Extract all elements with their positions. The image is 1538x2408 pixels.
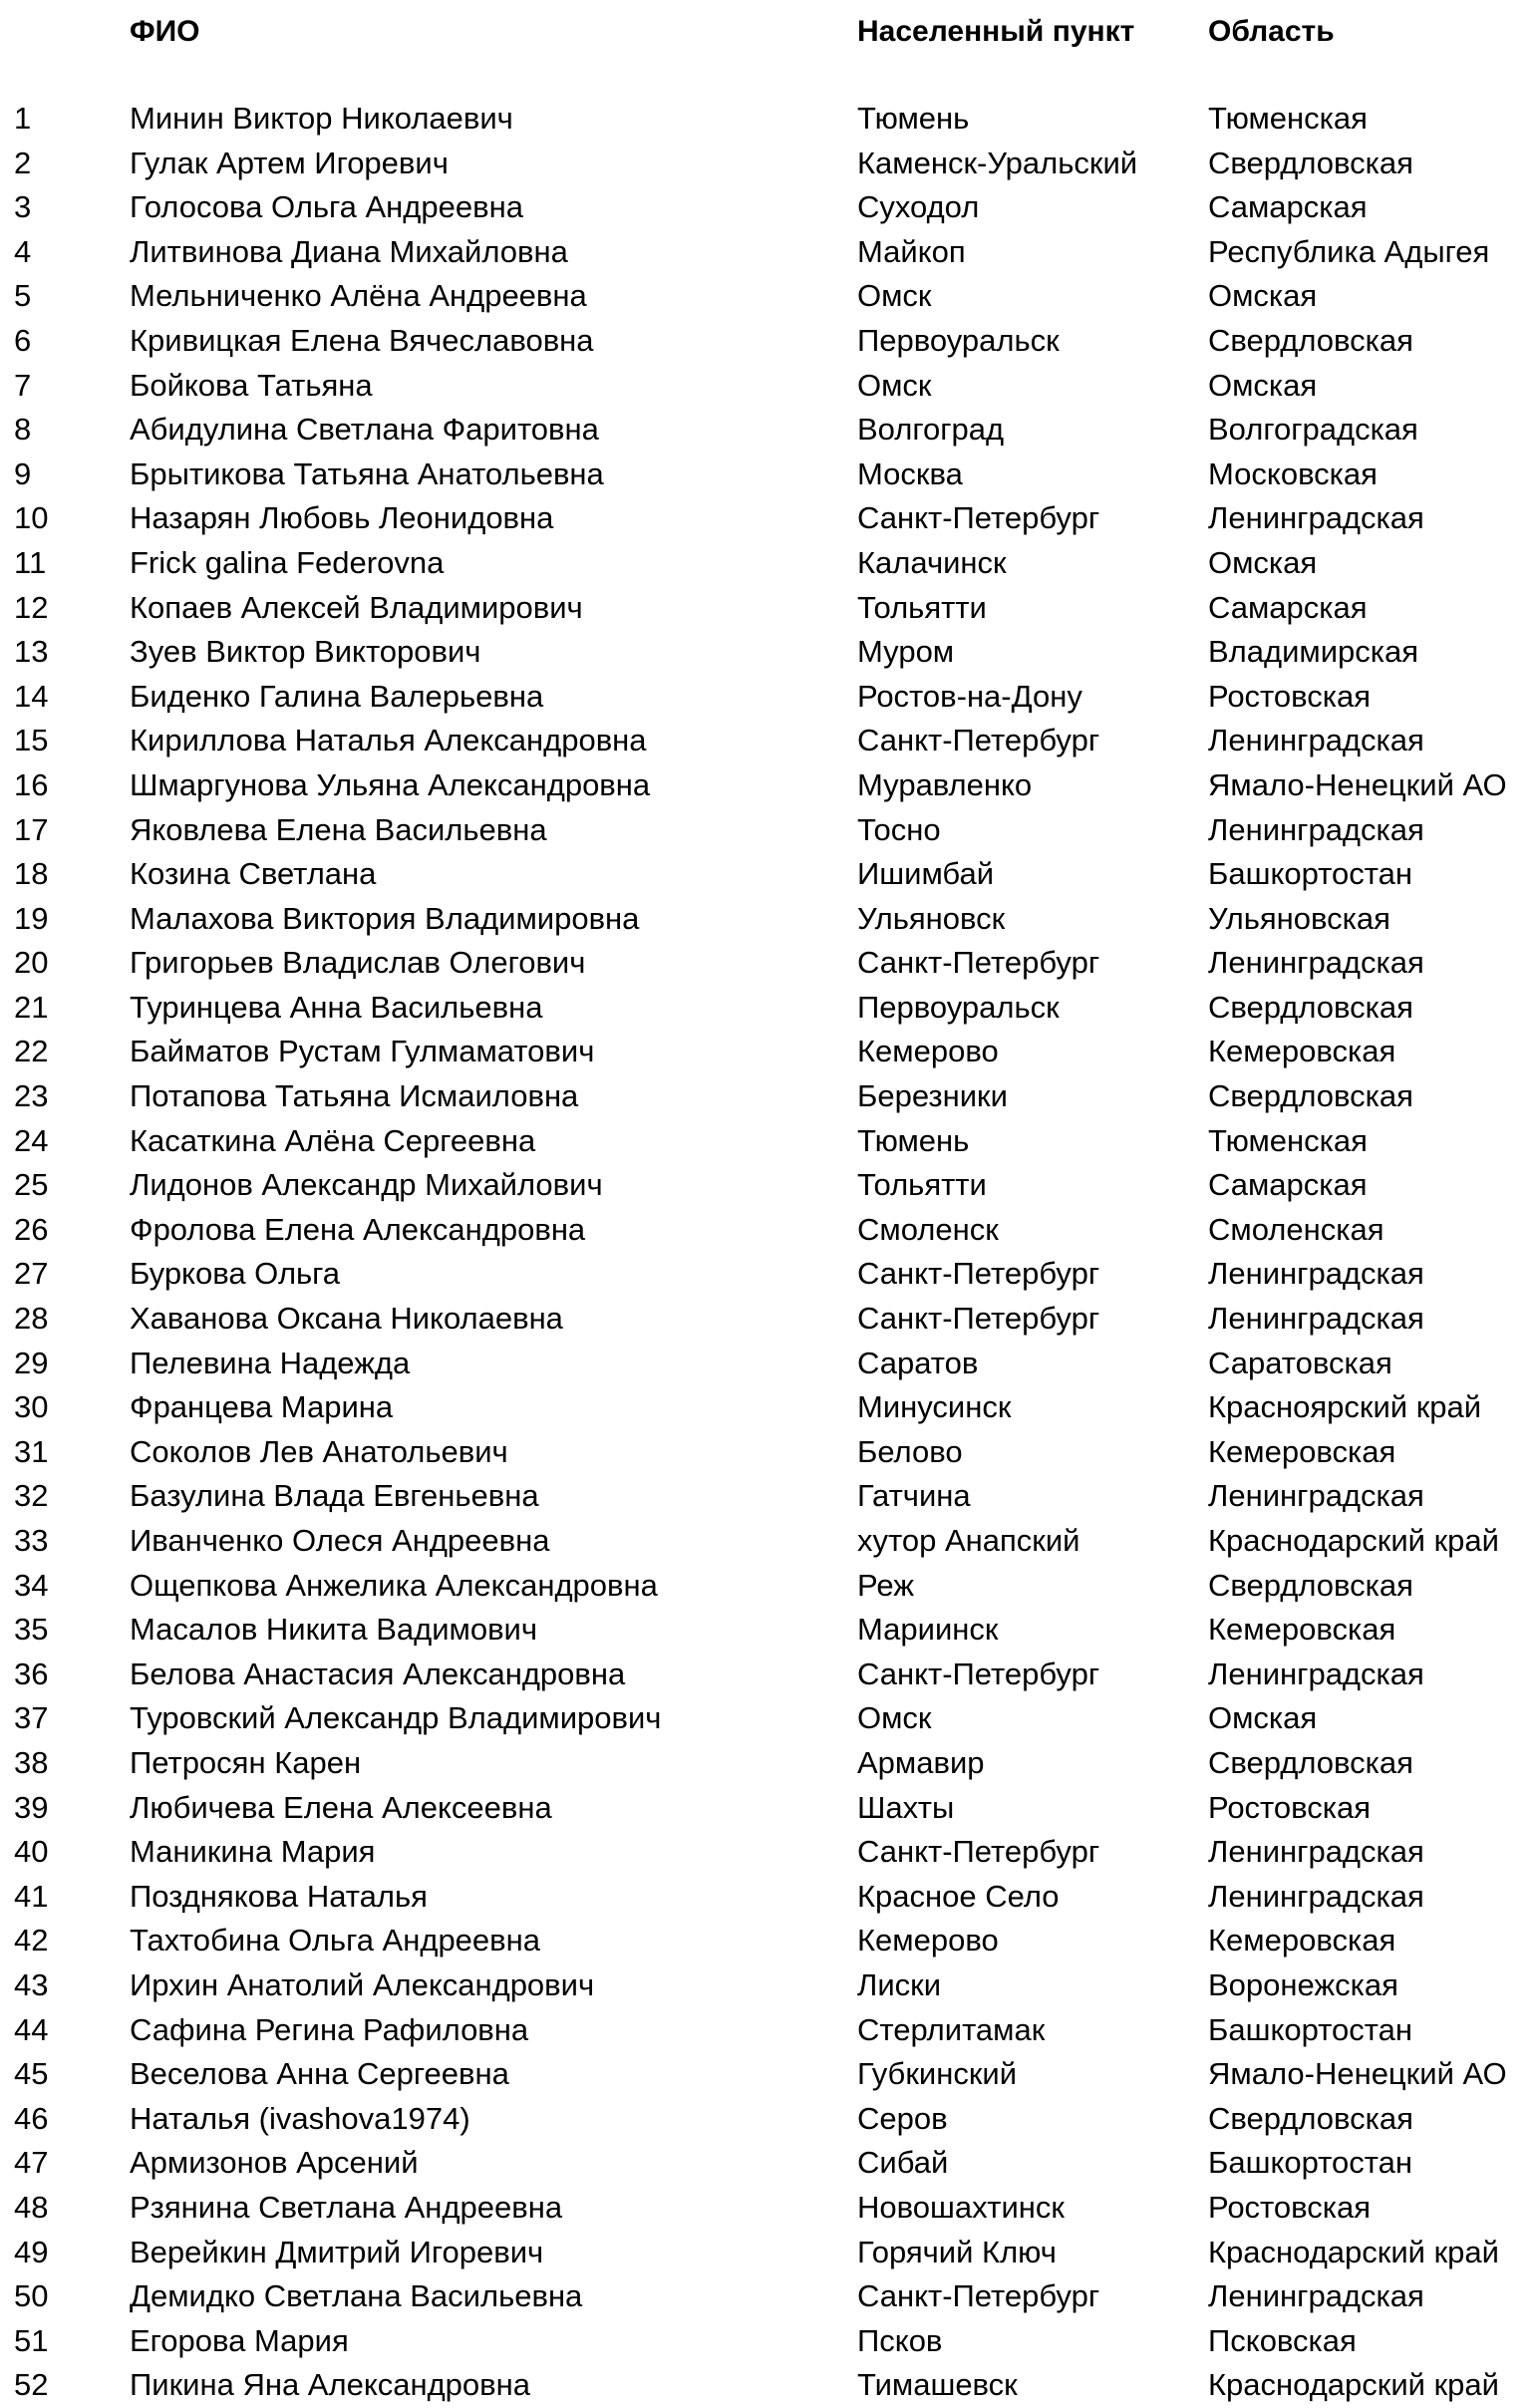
row-number: 11 [14,544,47,580]
row-number: 14 [14,678,49,714]
row-city: Кемерово [857,1034,999,1069]
row-number: 45 [14,2056,49,2092]
row-number: 46 [14,2100,49,2136]
row-region: Ленинградская [1208,1878,1424,1914]
row-number: 3 [14,189,32,225]
row-number: 5 [14,278,32,314]
table-row [0,2319,1538,2364]
table-row [0,808,1538,853]
row-number: 37 [14,1700,49,1736]
row-city: Первоуральск [857,322,1060,358]
row-number: 24 [14,1122,49,1158]
row-name: Демидко Светлана Васильевна [130,2278,583,2314]
row-city: Майкоп [857,233,966,269]
row-number: 31 [14,1433,49,1469]
row-name: Шмаргунова Ульяна Александровна [130,766,651,802]
table-row [0,1519,1538,1564]
row-name: Рзянина Светлана Андреевна [130,2189,563,2225]
row-number: 36 [14,1656,49,1691]
row-name: Гулак Артем Игоревич [130,145,449,180]
row-city: Тосно [857,811,941,847]
row-number: 43 [14,1966,49,2002]
row-number: 13 [14,634,49,670]
row-name: Туринцева Анна Васильевна [130,989,543,1025]
table-row [0,2231,1538,2275]
table-row [0,897,1538,942]
row-city: Реж [857,1567,914,1603]
row-name: Козина Светлана [130,856,377,892]
row-number: 23 [14,1078,49,1114]
table-row [0,675,1538,720]
row-name: Кривицкая Елена Вячеславовна [130,322,594,358]
table-row [0,586,1538,631]
row-number: 18 [14,856,49,892]
row-region: Псковская [1208,2322,1357,2358]
table-row [0,2141,1538,2186]
row-region: Омская [1208,544,1318,580]
row-name: Минин Виктор Николаевич [130,101,513,136]
row-city: Суходол [857,189,980,225]
row-number: 1 [14,101,32,136]
row-region: Омская [1208,278,1318,314]
row-number: 47 [14,2145,49,2181]
row-region: Свердловская [1208,1078,1413,1114]
row-city: Серов [857,2100,948,2136]
row-name: Позднякова Наталья [130,1878,428,1914]
row-name: Абидулина Светлана Фаритовна [130,412,599,448]
row-name: Хаванова Оксана Николаевна [130,1301,563,1337]
row-city: Санкт-Петербург [857,500,1100,536]
row-city: Муравленко [857,766,1033,802]
row-region: Кемеровская [1208,1612,1396,1648]
row-city: Санкт-Петербург [857,723,1100,758]
row-city: Губкинский [857,2056,1018,2092]
row-region: Ростовская [1208,2189,1372,2225]
row-region: Башкортостан [1208,2145,1412,2181]
row-city: Калачинск [857,544,1007,580]
row-name: Байматов Рустам Гулмаматович [130,1034,595,1069]
table-row [0,719,1538,763]
row-region: Ленинградская [1208,1301,1424,1337]
row-name: Наталья (ivashova1974) [130,2100,470,2136]
row-number: 52 [14,2367,49,2403]
row-city: Армавир [857,1744,985,1780]
row-city: Лиски [857,1966,942,2002]
row-name: Назарян Любовь Леонидовна [130,500,554,536]
row-region: Ленинградская [1208,1656,1424,1691]
row-name: Маникина Мария [130,1834,376,1870]
row-region: Воронежская [1208,1966,1398,2002]
row-name: Касаткина Алёна Сергеевна [130,1122,536,1158]
table-row [0,97,1538,142]
row-name: Францева Марина [130,1389,394,1425]
row-name: Туровский Александр Владимирович [130,1700,662,1736]
table-row [0,1608,1538,1653]
table-row [0,1875,1538,1920]
row-city: Омск [857,278,932,314]
table-row [0,142,1538,186]
table-row [0,2097,1538,2142]
row-region: Кемеровская [1208,1034,1396,1069]
table-row [0,496,1538,541]
row-city: Санкт-Петербург [857,1256,1100,1292]
header-name: ФИО [130,15,200,48]
row-city: Мариинск [857,1612,999,1648]
row-name: Егорова Мария [130,2322,349,2358]
row-city: Кемерово [857,1923,999,1958]
row-city: Омск [857,367,932,403]
row-name: Григорьев Владислав Олегович [130,945,586,981]
row-number: 7 [14,367,32,403]
table-row [0,1297,1538,1342]
row-region: Ленинградская [1208,1256,1424,1292]
row-number: 20 [14,945,49,981]
row-city: Красное Село [857,1878,1060,1914]
table-row [0,1696,1538,1741]
table-row [0,1163,1538,1208]
row-region: Краснодарский край [1208,2234,1499,2269]
row-region: Республика Адыгея [1208,233,1490,269]
row-city: Первоуральск [857,989,1060,1025]
table-row [0,1252,1538,1297]
row-number: 2 [14,145,32,180]
header-city: Населенный пункт [857,15,1135,48]
row-city: Саратов [857,1345,979,1380]
table-row [0,630,1538,675]
row-region: Свердловская [1208,322,1413,358]
row-region: Ленинградская [1208,945,1424,981]
row-number: 21 [14,989,49,1025]
row-number: 34 [14,1567,49,1603]
row-region: Ленинградская [1208,1834,1424,1870]
row-number: 50 [14,2278,49,2314]
row-name: Веселова Анна Сергеевна [130,2056,509,2092]
table-row [0,986,1538,1031]
table-row [0,452,1538,497]
row-name: Яковлева Елена Васильевна [130,811,547,847]
row-city: Санкт-Петербург [857,1834,1100,1870]
table-row [0,2274,1538,2319]
row-number: 17 [14,811,49,847]
row-region: Свердловская [1208,2100,1413,2136]
row-number: 16 [14,766,49,802]
row-city: Ульяновск [857,900,1006,936]
table-row [0,319,1538,364]
row-number: 19 [14,900,49,936]
row-name: Буркова Ольга [130,1256,341,1292]
row-region: Омская [1208,367,1318,403]
row-region: Владимирская [1208,634,1419,670]
row-number: 35 [14,1612,49,1648]
row-region: Свердловская [1208,1567,1413,1603]
row-region: Свердловская [1208,145,1413,180]
row-region: Волгоградская [1208,412,1418,448]
row-number: 30 [14,1389,49,1425]
row-region: Башкортостан [1208,856,1412,892]
row-region: Кемеровская [1208,1923,1396,1958]
row-city: Тольятти [857,1167,987,1203]
row-region: Краснодарский край [1208,1523,1499,1558]
row-name: Лидонов Александр Михайлович [130,1167,603,1203]
table-row [0,1830,1538,1875]
table-row [0,1564,1538,1609]
table-row [0,1119,1538,1164]
row-name: Армизонов Арсений [130,2145,419,2181]
row-name: Верейкин Дмитрий Игоревич [130,2234,544,2269]
table-row [0,2052,1538,2097]
row-number: 15 [14,723,49,758]
row-number: 29 [14,1345,49,1380]
row-name: Базулина Влада Евгеньевна [130,1478,539,1514]
row-number: 49 [14,2234,49,2269]
row-number: 38 [14,1744,49,1780]
table-row [0,1653,1538,1697]
table-row [0,1474,1538,1519]
row-city: Муром [857,634,955,670]
row-number: 26 [14,1211,49,1247]
row-name: Белова Анастасия Александровна [130,1656,626,1691]
row-name: Мельниченко Алёна Андреевна [130,278,587,314]
row-city: Тольятти [857,589,987,625]
row-region: Самарская [1208,589,1368,625]
row-region: Московская [1208,455,1378,491]
row-name: Биденко Галина Валерьевна [130,678,544,714]
table-row [0,230,1538,275]
row-region: Ленинградская [1208,2278,1424,2314]
row-number: 4 [14,233,32,269]
row-city: Волгоград [857,412,1005,448]
row-name: Сафина Регина Рафиловна [130,2011,529,2047]
table-body [0,97,1538,2408]
row-city: Тюмень [857,101,970,136]
table-row [0,274,1538,319]
row-number: 51 [14,2322,49,2358]
table-row [0,1786,1538,1831]
row-region: Ростовская [1208,678,1372,714]
table-row [0,1030,1538,1074]
row-city: Псков [857,2322,943,2358]
table-row [0,1741,1538,1786]
row-name: Тахтобина Ольга Андреевна [130,1923,540,1958]
table-row [0,408,1538,452]
row-number: 40 [14,1834,49,1870]
table-row [0,941,1538,986]
row-number: 9 [14,455,32,491]
row-name: Малахова Виктория Владимировна [130,900,640,936]
row-region: Смоленская [1208,1211,1384,1247]
row-city: Белово [857,1433,963,1469]
row-region: Ленинградская [1208,1478,1424,1514]
row-number: 39 [14,1789,49,1825]
row-number: 12 [14,589,49,625]
table-row [0,1385,1538,1430]
table-row [0,2363,1538,2408]
row-region: Свердловская [1208,989,1413,1025]
row-number: 32 [14,1478,49,1514]
row-name: Иванченко Олеся Андреевна [130,1523,550,1558]
row-name: Брытикова Татьяна Анатольевна [130,455,604,491]
table-row [0,541,1538,586]
row-number: 22 [14,1034,49,1069]
row-number: 27 [14,1256,49,1292]
row-number: 33 [14,1523,49,1558]
row-city: Санкт-Петербург [857,2278,1100,2314]
row-name: Соколов Лев Анатольевич [130,1433,508,1469]
table-row [0,763,1538,808]
row-city: Новошахтинск [857,2189,1065,2225]
row-number: 41 [14,1878,49,1914]
row-name: Frick galina Federovna [130,544,445,580]
table-row [0,1963,1538,2008]
row-city: Москва [857,455,963,491]
table-header [0,8,1538,56]
table-row [0,2186,1538,2231]
table-row [0,1208,1538,1253]
table-row [0,2008,1538,2053]
row-city: хутор Анапский [857,1523,1080,1558]
row-name: Литвинова Диана Михайловна [130,233,568,269]
row-region: Свердловская [1208,1744,1413,1780]
row-name: Ощепкова Анжелика Александровна [130,1567,658,1603]
row-city: Березники [857,1078,1008,1114]
row-city: Тюмень [857,1122,970,1158]
row-number: 42 [14,1923,49,1958]
row-city: Стерлитамак [857,2011,1046,2047]
table-row [0,1919,1538,1963]
row-city: Тимашевск [857,2367,1018,2403]
row-city: Санкт-Петербург [857,1656,1100,1691]
row-region: Ульяновская [1208,900,1390,936]
row-name: Петросян Карен [130,1744,362,1780]
row-region: Ростовская [1208,1789,1372,1825]
table-row [0,1430,1538,1475]
row-city: Каменск-Уральский [857,145,1138,180]
row-number: 48 [14,2189,49,2225]
row-region: Ямало-Ненецкий АО [1208,2056,1507,2092]
table-row [0,852,1538,897]
row-region: Ленинградская [1208,723,1424,758]
table-row [0,1074,1538,1119]
row-region: Саратовская [1208,1345,1392,1380]
row-city: Санкт-Петербург [857,1301,1100,1337]
row-city: Ростов-на-Дону [857,678,1082,714]
row-city: Гатчина [857,1478,971,1514]
row-number: 28 [14,1301,49,1337]
row-city: Омск [857,1700,932,1736]
table-row [0,1342,1538,1386]
row-city: Смоленск [857,1211,999,1247]
row-number: 10 [14,500,49,536]
row-name: Бойкова Татьяна [130,367,373,403]
row-region: Омская [1208,1700,1318,1736]
row-city: Санкт-Петербург [857,945,1100,981]
row-name: Пелевина Надежда [130,1345,411,1380]
row-region: Кемеровская [1208,1433,1396,1469]
row-name: Кириллова Наталья Александровна [130,723,647,758]
row-city: Минусинск [857,1389,1012,1425]
row-number: 8 [14,412,32,448]
row-region: Ленинградская [1208,811,1424,847]
row-name: Фролова Елена Александровна [130,1211,586,1247]
table-row [0,364,1538,409]
row-number: 6 [14,322,32,358]
row-region: Красноярский край [1208,1389,1482,1425]
row-region: Башкортостан [1208,2011,1412,2047]
row-name: Любичева Елена Алексеевна [130,1789,552,1825]
row-name: Копаев Алексей Владимирович [130,589,583,625]
header-region: Область [1208,15,1335,48]
row-name: Зуев Виктор Викторович [130,634,481,670]
row-city: Сибай [857,2145,949,2181]
row-region: Ямало-Ненецкий АО [1208,766,1507,802]
row-region: Тюменская [1208,101,1368,136]
row-name: Потапова Татьяна Исмаиловна [130,1078,579,1114]
row-region: Самарская [1208,189,1368,225]
row-region: Самарская [1208,1167,1368,1203]
row-region: Краснодарский край [1208,2367,1499,2403]
row-city: Горячий Ключ [857,2234,1057,2269]
row-region: Ленинградская [1208,500,1424,536]
row-number: 44 [14,2011,49,2047]
table-row [0,185,1538,230]
row-name: Голосова Ольга Андреевна [130,189,523,225]
row-name: Масалов Никита Вадимович [130,1612,538,1648]
row-number: 25 [14,1167,49,1203]
row-city: Ишимбай [857,856,995,892]
row-city: Шахты [857,1789,955,1825]
row-region: Тюменская [1208,1122,1368,1158]
row-name: Пикина Яна Александровна [130,2367,530,2403]
row-name: Ирхин Анатолий Александрович [130,1966,595,2002]
